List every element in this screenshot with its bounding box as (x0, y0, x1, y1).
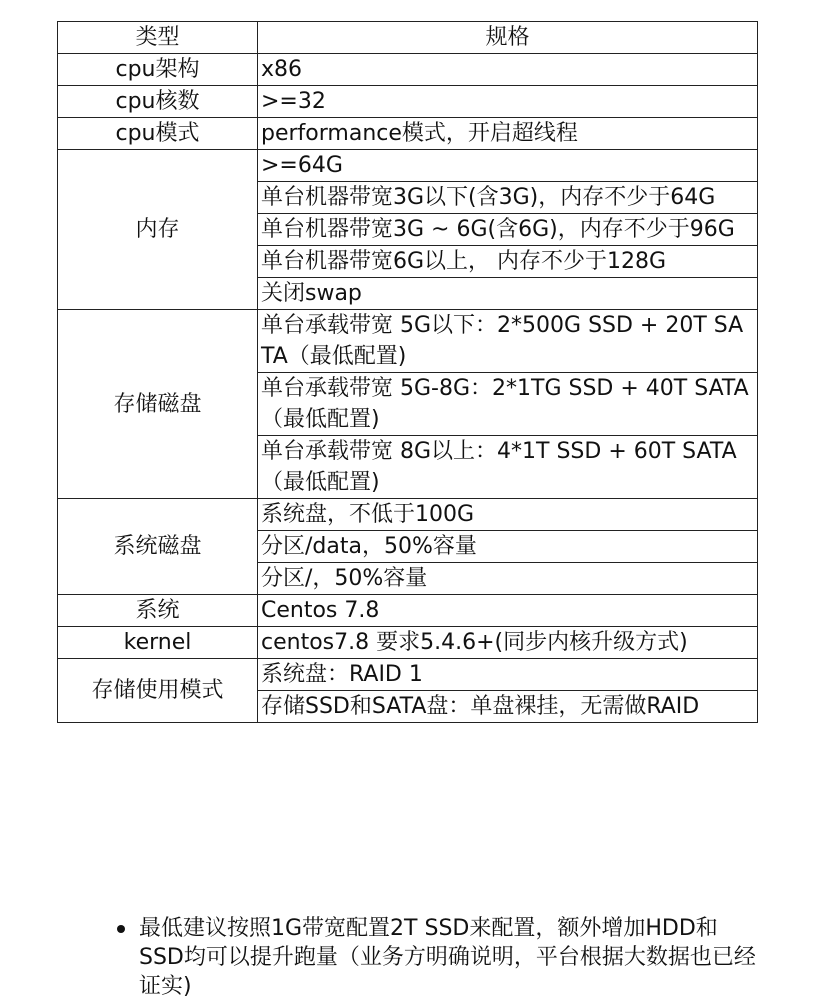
cell-system-disk-2: 分区/data，50%容量 (258, 531, 758, 563)
cell-cpu-mode: performance模式，开启超线程 (258, 118, 758, 150)
row-label-memory: 内存 (58, 150, 258, 310)
row-label-cpu-mode: cpu模式 (58, 118, 258, 150)
note-text: 最低建议按照1G带宽配置2T SSD来配置，额外增加HDD和SSD均可以提升跑量（业务方明确说明，平台根据大数据也已经证实) (139, 916, 756, 999)
table-row (58, 86, 758, 118)
table-row (58, 310, 758, 373)
cell-system-disk-1: 系统盘，不低于100G (258, 499, 758, 531)
table-row (58, 499, 758, 531)
cell-os: Centos 7.8 (258, 595, 758, 627)
row-label-storage-mode: 存储使用模式 (58, 659, 258, 723)
table-row (58, 118, 758, 150)
cell-memory-2: 单台机器带宽3G以下(含3G)，内存不少于64G (258, 182, 758, 214)
header-spec: 规格 (258, 22, 758, 54)
table-row (58, 659, 758, 691)
table-row (58, 595, 758, 627)
bullet-icon (117, 925, 125, 933)
cell-cpu-cores: >=32 (258, 86, 758, 118)
row-label-cpu-arch: cpu架构 (58, 54, 258, 86)
row-label-kernel: kernel (58, 627, 258, 659)
row-label-storage-disk: 存储磁盘 (58, 310, 258, 499)
table-row (58, 150, 758, 182)
cell-storage-disk-2: 单台承载带宽 5G-8G：2*1TG SSD + 40T SATA（最低配置) (258, 373, 758, 436)
cell-memory-4: 单台机器带宽6G以上， 内存不少于128G (258, 246, 758, 278)
cell-memory-3: 单台机器带宽3G ~ 6G(含6G)，内存不少于96G (258, 214, 758, 246)
header-type: 类型 (58, 22, 258, 54)
cell-memory-1: >=64G (258, 150, 758, 182)
cell-storage-mode-1: 系统盘：RAID 1 (258, 659, 758, 691)
cell-memory-5: 关闭swap (258, 278, 758, 310)
cell-storage-disk-1: 单台承载带宽 5G以下：2*500G SSD + 20T SATA（最低配置) (258, 310, 758, 373)
row-label-os: 系统 (58, 595, 258, 627)
spec-table (57, 21, 758, 723)
table-row (58, 54, 758, 86)
list-item (112, 914, 762, 1001)
cell-cpu-arch: x86 (258, 54, 758, 86)
note-list (112, 914, 762, 1001)
header-row (58, 22, 758, 54)
cell-kernel: centos7.8 要求5.4.6+(同步内核升级方式) (258, 627, 758, 659)
cell-system-disk-3: 分区/，50%容量 (258, 563, 758, 595)
row-label-cpu-cores: cpu核数 (58, 86, 258, 118)
row-label-system-disk: 系统磁盘 (58, 499, 258, 595)
cell-storage-disk-3: 单台承载带宽 8G以上：4*1T SSD + 60T SATA（最低配置) (258, 436, 758, 499)
cell-storage-mode-2: 存储SSD和SATA盘：单盘裸挂，无需做RAID (258, 691, 758, 723)
table-row (58, 627, 758, 659)
